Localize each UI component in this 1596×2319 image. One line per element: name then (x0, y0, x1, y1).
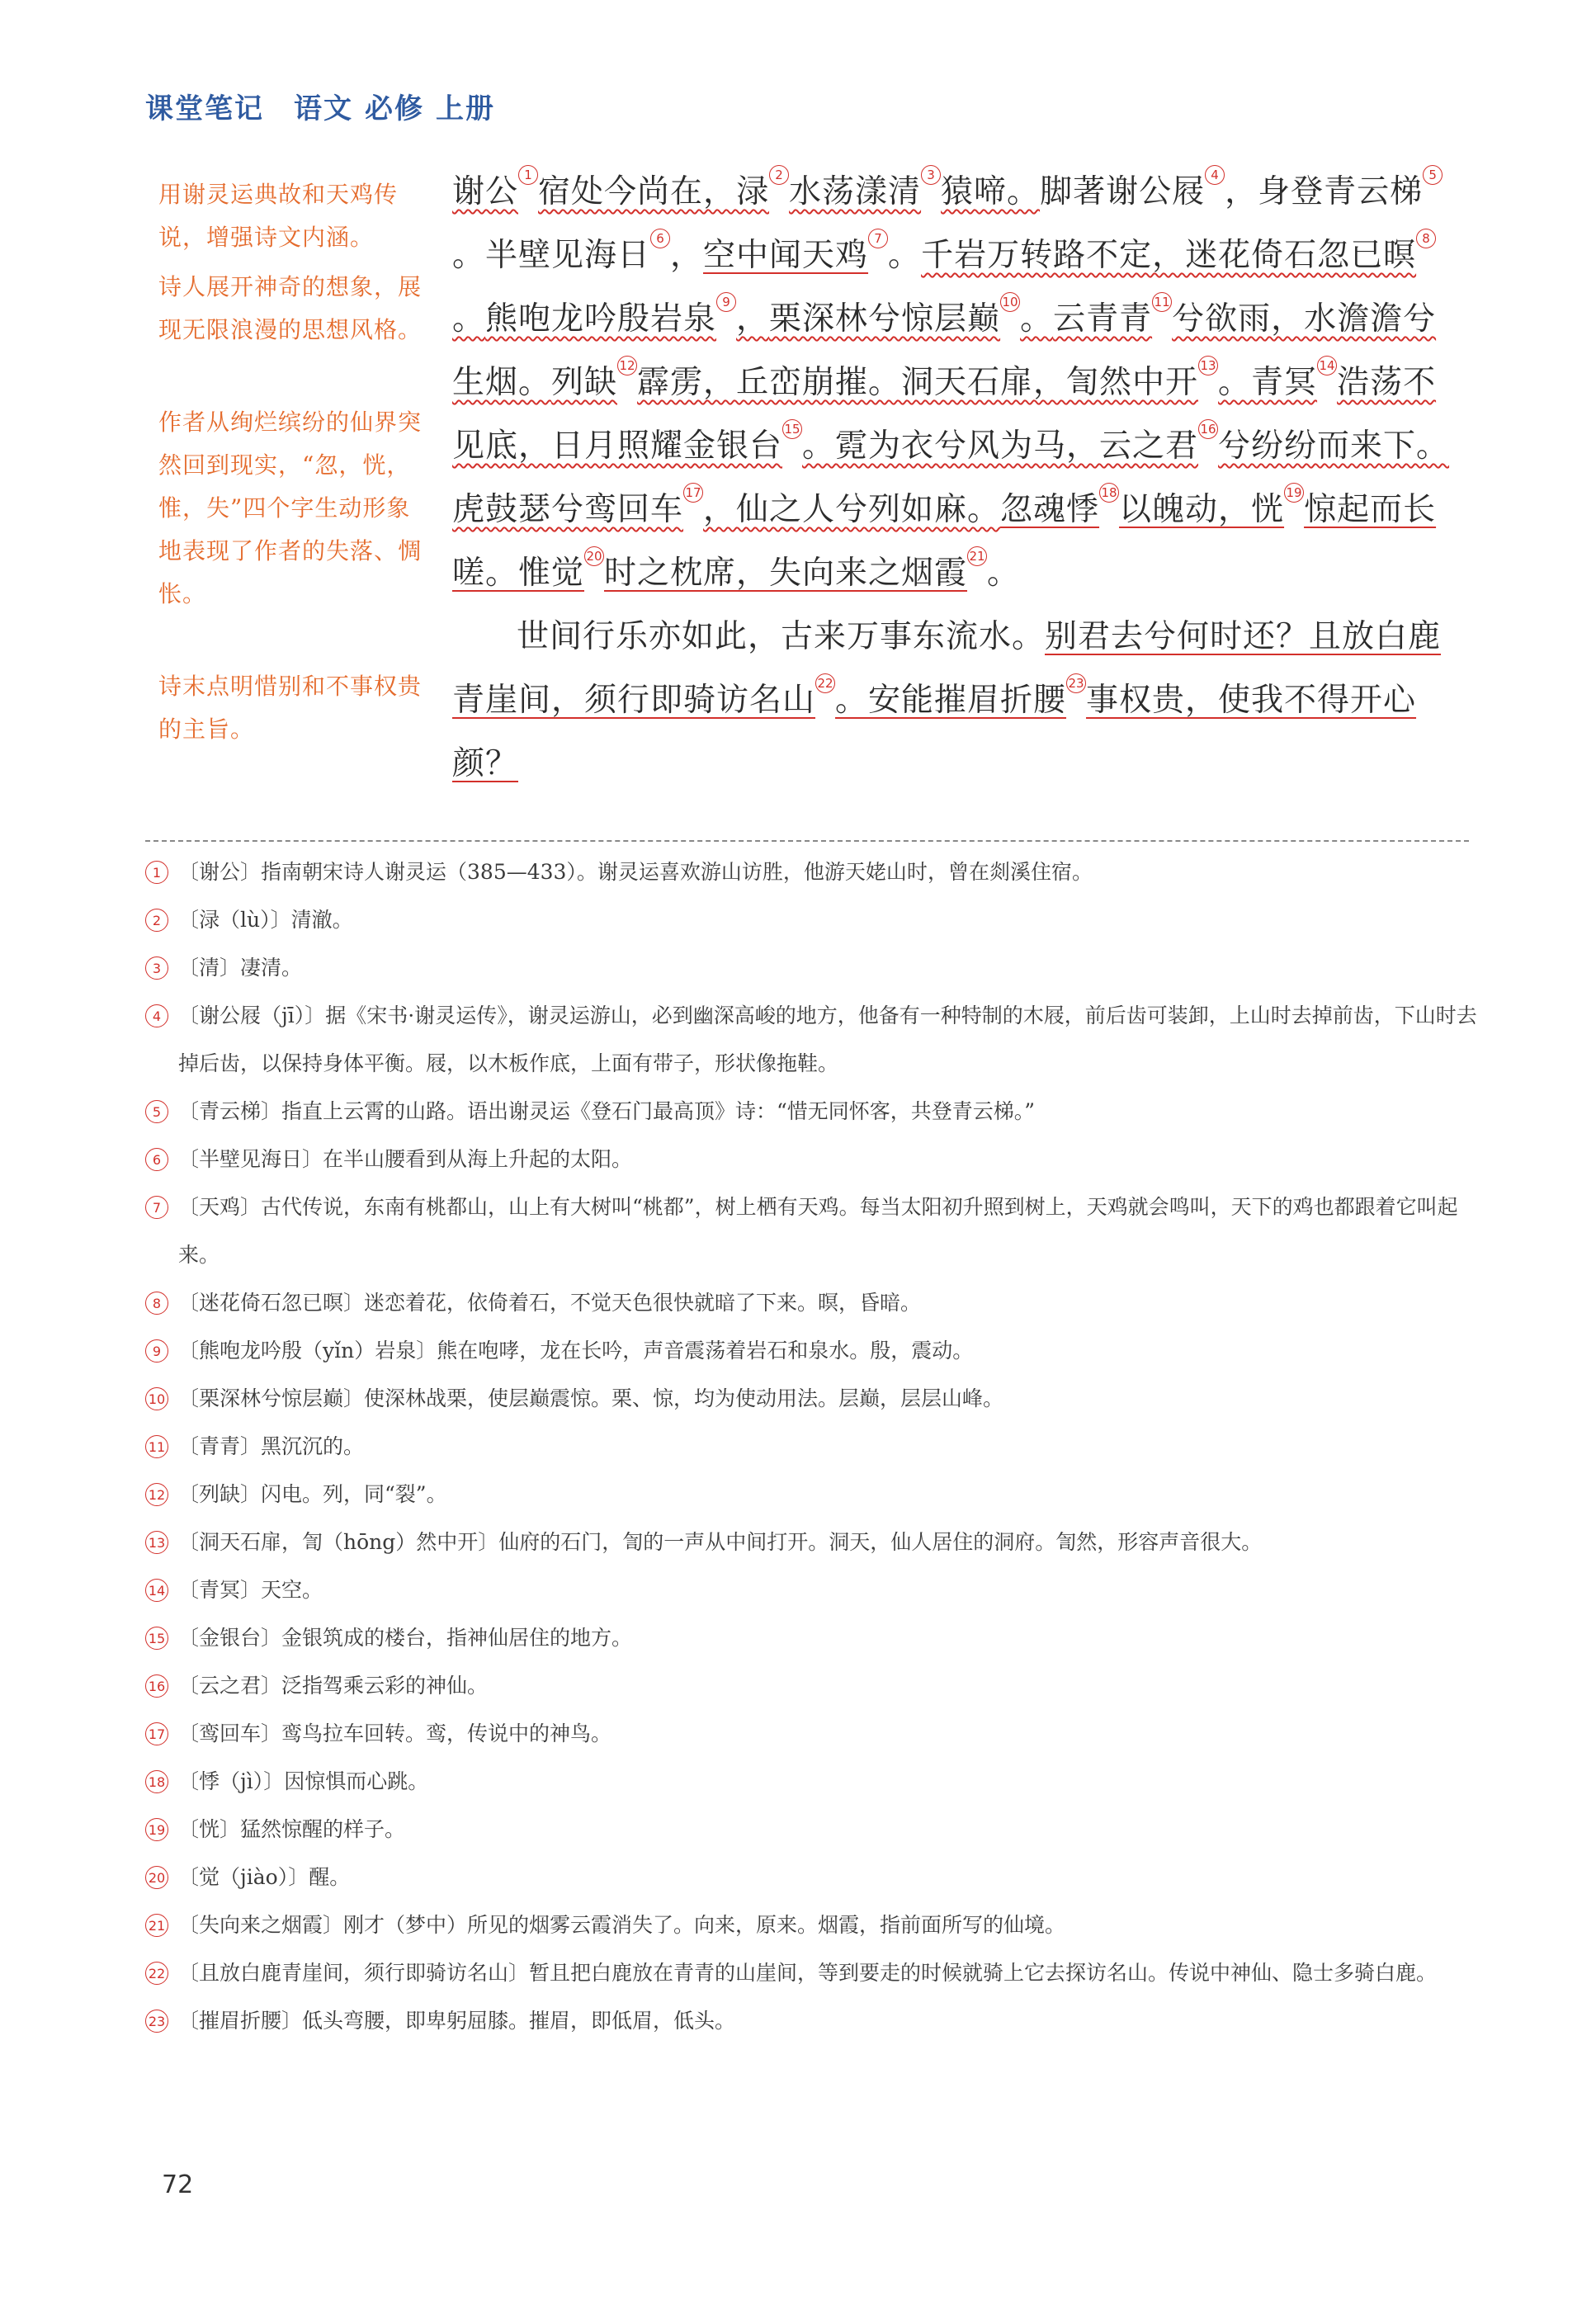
side-note-3: 作者从绚烂缤纷的仙界突然回到现实，“忽，恍，惟，失”四个字生动形象地表现了作者的失落、惆怅。 (158, 409, 423, 607)
note-mark: 3 (921, 165, 941, 185)
note-mark: 19 (1284, 483, 1304, 503)
page-header (145, 86, 525, 126)
note-mark: 13 (1198, 356, 1218, 375)
footnote-item (145, 1997, 1482, 2045)
footnote-text: 〔摧眉折腰〕低头弯腰，即卑躬屈膝。摧眉，即低眉，低头。 (178, 2009, 736, 2033)
footnote-item (145, 944, 1482, 992)
poem-body (452, 160, 1469, 796)
footnote-text: 〔鸾回车〕鸾鸟拉车回转。鸾，传说中的神鸟。 (178, 1722, 612, 1745)
footnote-number: 23 (145, 2010, 168, 2033)
footnote-number: 16 (145, 1674, 168, 1698)
footnote-text: 〔半壁见海日〕在半山腰看到从海上升起的太阳。 (178, 1147, 633, 1171)
poem-paragraph-2: 世间行乐亦如此，古来万事东流水。别君去兮何时还？且放白鹿青崖间，须行即骑访名山 $^{22}$。安能摧眉折腰 $^{23}$事权贵，使我不得开心颜？ (452, 618, 1442, 782)
note-mark: 10 (1000, 292, 1020, 312)
footnote-item (145, 1471, 1482, 1518)
footnote-number: 9 (145, 1339, 168, 1363)
footnote-text: 〔洞天石扉，訇（hōng）然中开〕仙府的石门，訇的一声从中间打开。洞天，仙人居住的洞府。訇然，形容声音很大。 (178, 1530, 1263, 1554)
footnote-text: 〔金银台〕金银筑成的楼台，指神仙居住的地方。 (178, 1626, 633, 1650)
poem-paragraph-1: 谢公 $^1$ 宿处今尚在，渌 $^2$ 水荡漾清 $^3$ 猿啼。脚著谢公屐 $^4$ ，身登青云梯 $^5$。半壁见海日 $^6$ ，空中闻天鸡 $^7$ 。千岩万转路不定，迷花倚石忽已暝 $^8$。熊咆龙吟殷岩泉 $^9$ ，栗深林兮惊层巅 $^{10}$。云青青 $^{11}$兮欲雨，水澹澹兮生烟。列缺 $^{12}$霹雳，丘峦崩摧。洞天石扉，訇然中开 $^{13}$。青冥 $^{14}$浩荡不见底，日月照耀金银台 $^{15}$。霓为衣兮风为马，云之君 $^{16}$兮纷纷而来下。虎鼓瑟兮鸾回车 $^{17}$，仙之人兮列如麻。忽魂悸 $^{18}$以魄动，恍 $^{19}$惊起而长嗟。惟觉 $^{20}$时之枕席，失向来之烟霞 $^{21}$。 (452, 160, 1469, 605)
footnotes (145, 848, 1482, 2045)
footnote-item (145, 1088, 1482, 1136)
footnote-number: 17 (145, 1722, 168, 1745)
note-mark: 20 (584, 546, 604, 566)
footnote-number: 21 (145, 1914, 168, 1937)
footnote-item (145, 1806, 1482, 1854)
note-mark: 22 (815, 673, 835, 693)
footnote-text: 〔青青〕黑沉沉的。 (178, 1434, 365, 1458)
footnote-item (145, 1136, 1482, 1183)
footnote-divider (145, 840, 1469, 842)
footnote-text: 〔列缺〕闪电。列，同“裂”。 (178, 1482, 447, 1506)
footnote-item (145, 1710, 1482, 1758)
volume: 上册 (436, 92, 495, 125)
footnote-number: 4 (145, 1004, 168, 1027)
note-mark: 5 (1423, 165, 1443, 185)
footnote-item (145, 1423, 1482, 1471)
footnote-number: 8 (145, 1292, 168, 1315)
footnote-text: 〔且放白鹿青崖间，须行即骑访名山〕暂且把白鹿放在青青的山崖间，等到要走的时候就骑上它去探访名山。传说中神仙、隐士多骑白鹿。 (178, 1961, 1438, 1985)
footnote-number: 5 (145, 1100, 168, 1123)
footnote-text: 〔青冥〕天空。 (178, 1578, 323, 1602)
footnote-text: 〔失向来之烟霞〕刚才（梦中）所见的烟雾云霞消失了。向来，原来。烟霞，指前面所写的仙境。 (178, 1913, 1066, 1937)
note-mark: 8 (1416, 229, 1436, 248)
footnote-number: 22 (145, 1962, 168, 1985)
footnote-item (145, 1327, 1482, 1375)
note-mark: 2 (769, 165, 789, 185)
footnote-item (145, 1279, 1482, 1327)
note-mark: 15 (782, 419, 802, 439)
footnote-item (145, 1566, 1482, 1614)
note-mark: 16 (1198, 419, 1218, 439)
footnote-number: 2 (145, 909, 168, 932)
footnote-number: 14 (145, 1579, 168, 1602)
footnote-text: 〔觉（jiào）〕醒。 (178, 1865, 351, 1889)
note-mark: 4 (1205, 165, 1225, 185)
footnote-text: 〔熊咆龙吟殷（yǐn）岩泉〕熊在咆哮，龙在长吟，声音震荡着岩石和泉水。殷，震动。 (178, 1339, 974, 1363)
footnote-text: 〔清〕凄清。 (178, 956, 303, 980)
note-mark: 1 (518, 165, 538, 185)
note-mark: 17 (683, 483, 703, 503)
course: 必修 (365, 92, 424, 125)
footnote-item (145, 896, 1482, 944)
side-note-2: 诗人展开神奇的想象，展现无限浪漫的思想风格。 (158, 273, 423, 343)
footnote-item (145, 1662, 1482, 1710)
note-mark: 6 (650, 229, 670, 248)
subject: 语文 (294, 92, 353, 125)
note-mark: 18 (1099, 483, 1119, 503)
note-mark: 9 (716, 292, 736, 312)
footnote-number: 12 (145, 1483, 168, 1506)
footnote-number: 11 (145, 1435, 168, 1458)
side-note-4: 诗末点明惜别和不事权贵的主旨。 (158, 673, 423, 743)
footnote-item (145, 1949, 1482, 1997)
note-mark: 23 (1066, 673, 1086, 693)
footnote-text: 〔渌（lù）〕清澈。 (178, 908, 353, 932)
footnote-item (145, 1758, 1482, 1806)
note-mark: 11 (1152, 292, 1172, 312)
footnote-number: 20 (145, 1866, 168, 1889)
note-mark: 12 (617, 356, 637, 375)
footnote-item (145, 1901, 1482, 1949)
footnote-number: 19 (145, 1818, 168, 1841)
footnote-item (145, 1183, 1482, 1279)
footnote-number: 3 (145, 956, 168, 980)
note-mark: 14 (1317, 356, 1337, 375)
note-mark: 21 (967, 546, 987, 566)
footnote-number: 13 (145, 1531, 168, 1554)
footnote-text: 〔悸（jì）〕因惊惧而心跳。 (178, 1769, 429, 1793)
footnote-text: 〔谢公〕指南朝宋诗人谢灵运（385—433）。谢灵运喜欢游山访胜，他游天姥山时，曾在剡溪住宿。 (178, 860, 1093, 884)
footnote-number: 1 (145, 861, 168, 884)
footnote-item (145, 992, 1482, 1088)
footnote-text: 〔栗深林兮惊层巅〕使深林战栗，使层巅震惊。栗、惊，均为使动用法。层巅，层层山峰。 (178, 1386, 1004, 1410)
footnote-text: 〔青云梯〕指直上云霄的山路。语出谢灵运《登石门最高顶》诗：“惜无同怀客，共登青云梯。” (178, 1099, 1036, 1123)
footnote-item (145, 1375, 1482, 1423)
book-title: 课堂笔记 (145, 92, 264, 125)
footnote-text: 〔云之君〕泛指驾乘云彩的神仙。 (178, 1674, 489, 1698)
footnote-text: 〔天鸡〕古代传说，东南有桃都山，山上有大树叫“桃都”，树上栖有天鸡。每当太阳初升照到树上，天鸡就会鸣叫，天下的鸡也都跟着它叫起来。 (178, 1195, 1458, 1267)
footnote-item (145, 1614, 1482, 1662)
footnote-number: 10 (145, 1387, 168, 1410)
footnote-number: 18 (145, 1770, 168, 1793)
note-mark: 7 (868, 229, 888, 248)
page-number: 72 (162, 2170, 194, 2199)
footnote-item (145, 848, 1482, 896)
footnote-number: 7 (145, 1196, 168, 1219)
footnote-number: 15 (145, 1627, 168, 1650)
footnote-item (145, 1518, 1482, 1566)
footnote-item (145, 1854, 1482, 1901)
side-note-1: 用谢灵运典故和天鸡传说，增强诗文内涵。 (158, 181, 399, 251)
footnote-text: 〔恍〕猛然惊醒的样子。 (178, 1817, 406, 1841)
footnote-number: 6 (145, 1148, 168, 1171)
footnote-text: 〔谢公屐（jī）〕据《宋书·谢灵运传》，谢灵运游山，必到幽深高峻的地方，他备有一种特制的木屐，前后齿可装卸，上山时去掉前齿，下山时去掉后齿，以保持身体平衡。屐，以木板作底，上面有带子，形状像拖鞋。 (178, 1004, 1477, 1075)
footnote-text: 〔迷花倚石忽已暝〕迷恋着花，依倚着石，不觉天色很快就暗了下来。暝，昏暗。 (178, 1291, 922, 1315)
